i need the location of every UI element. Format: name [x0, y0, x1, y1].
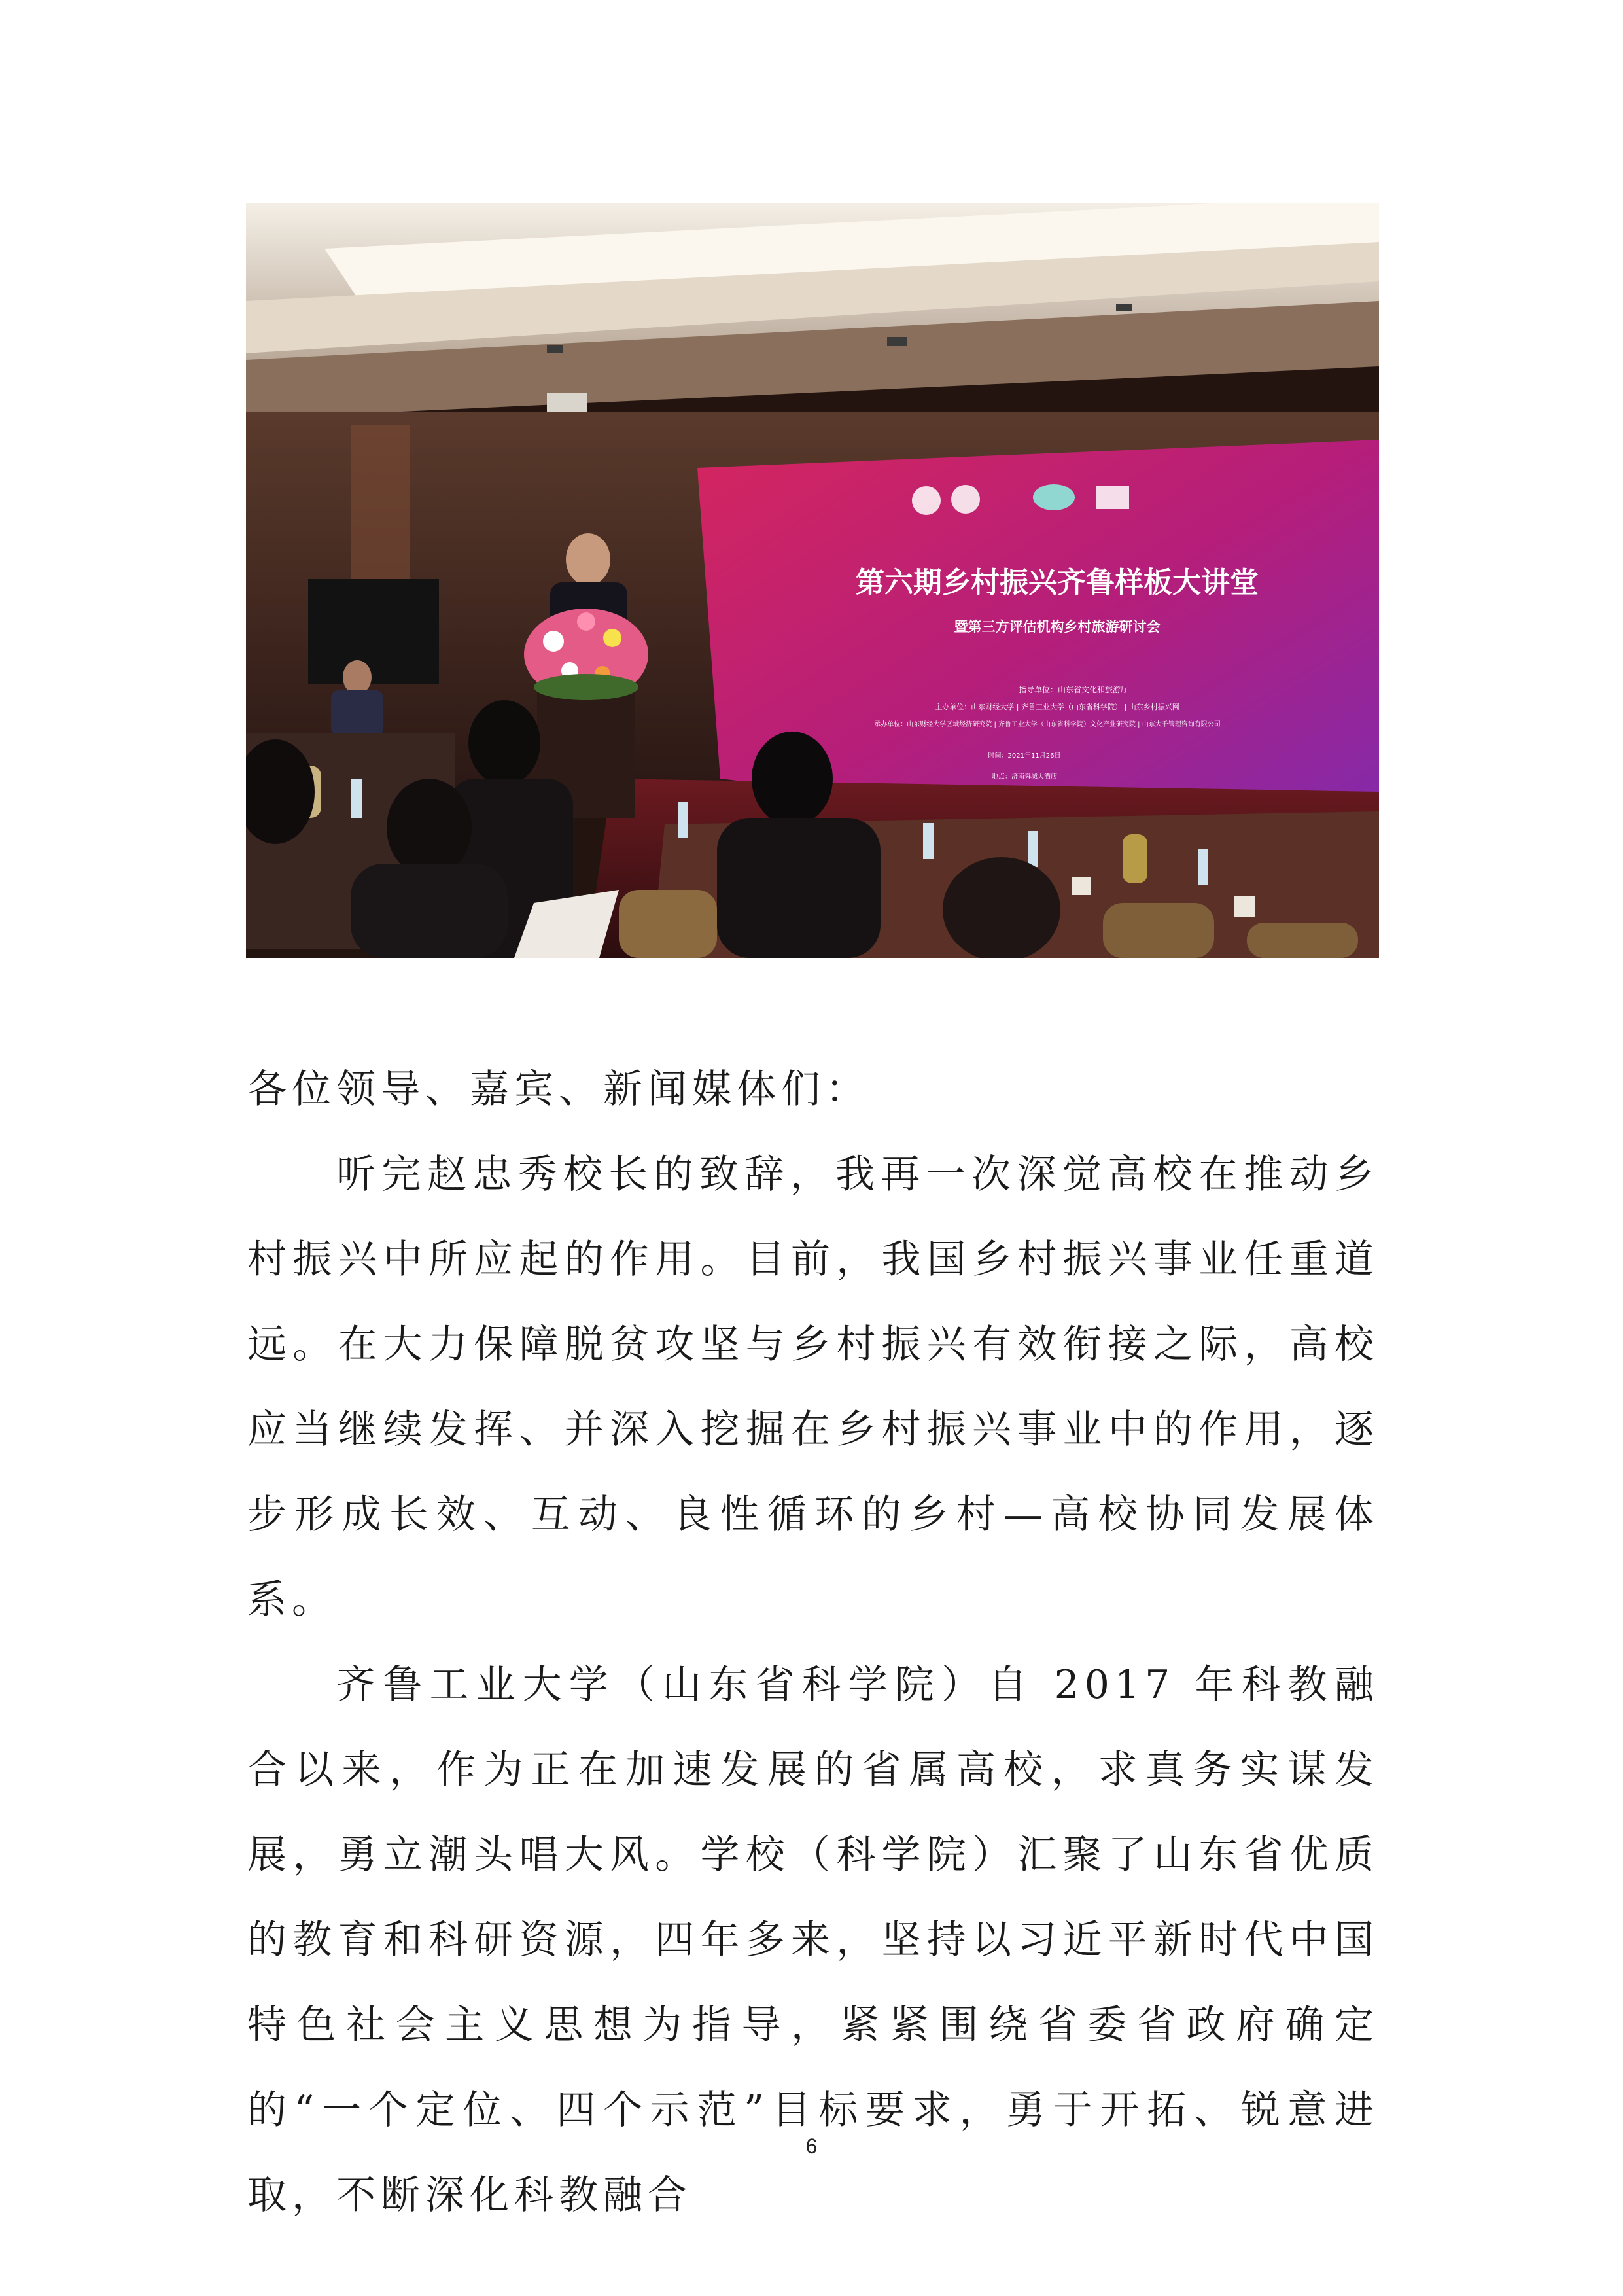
screen-guide-unit: 指导单位：山东省文化和旅游厅 — [1018, 685, 1129, 694]
paragraph: 齐鲁工业大学（山东省科学院）自 2017 年科教融合以来，作为正在加速发展的省属高校，求真务实谋发展，勇立潮头唱大风。学校（科学院）汇聚了山东省优质的教育和科研资源，四年多来，坚持以习近平新时代中国特色社会主义思想为指导，紧紧围绕省委省政府确定的“一个定位、四个示范”目标要求，勇于开拓、锐意进取，不断深化科教融合 — [247, 1662, 1379, 2218]
screen-title: 第六期乡村振兴齐鲁样板大讲堂 — [856, 566, 1259, 599]
screen-venue: 地点：济南舜城大酒店 — [992, 773, 1057, 781]
screen-time: 时间：2021年11月26日 — [988, 752, 1061, 760]
screen-co-units: 承办单位：山东财经大学区域经济研究院 | 齐鲁工业大学（山东省科学院）文化产业研究院 | 山东大千管理咨询有限公司 — [874, 721, 1221, 728]
event-photo-image — [246, 203, 1379, 958]
page-number: 6 — [805, 2134, 818, 2158]
screen-subtitle: 暨第三方评估机构乡村旅游研讨会 — [954, 619, 1161, 635]
screen-host-units: 主办单位：山东财经大学 | 齐鲁工业大学（山东省科学院） | 山东乡村振兴网 — [935, 703, 1179, 711]
article-body — [247, 1047, 1379, 2238]
paragraph: 听完赵忠秀校长的致辞，我再一次深觉高校在推动乡村振兴中所应起的作用。目前，我国乡村振兴事业任重道远。在大力保障脱贫攻坚与乡村振兴有效衔接之际，高校应当继续发挥、并深入挖掘在乡村振兴事业中的作用，逐步形成长效、互动、良性循环的乡村—高校协同发展体系。 — [247, 1152, 1379, 1623]
event-photo — [246, 203, 1379, 958]
salutation: 各位领导、嘉宾、新闻媒体们： — [247, 1067, 870, 1112]
